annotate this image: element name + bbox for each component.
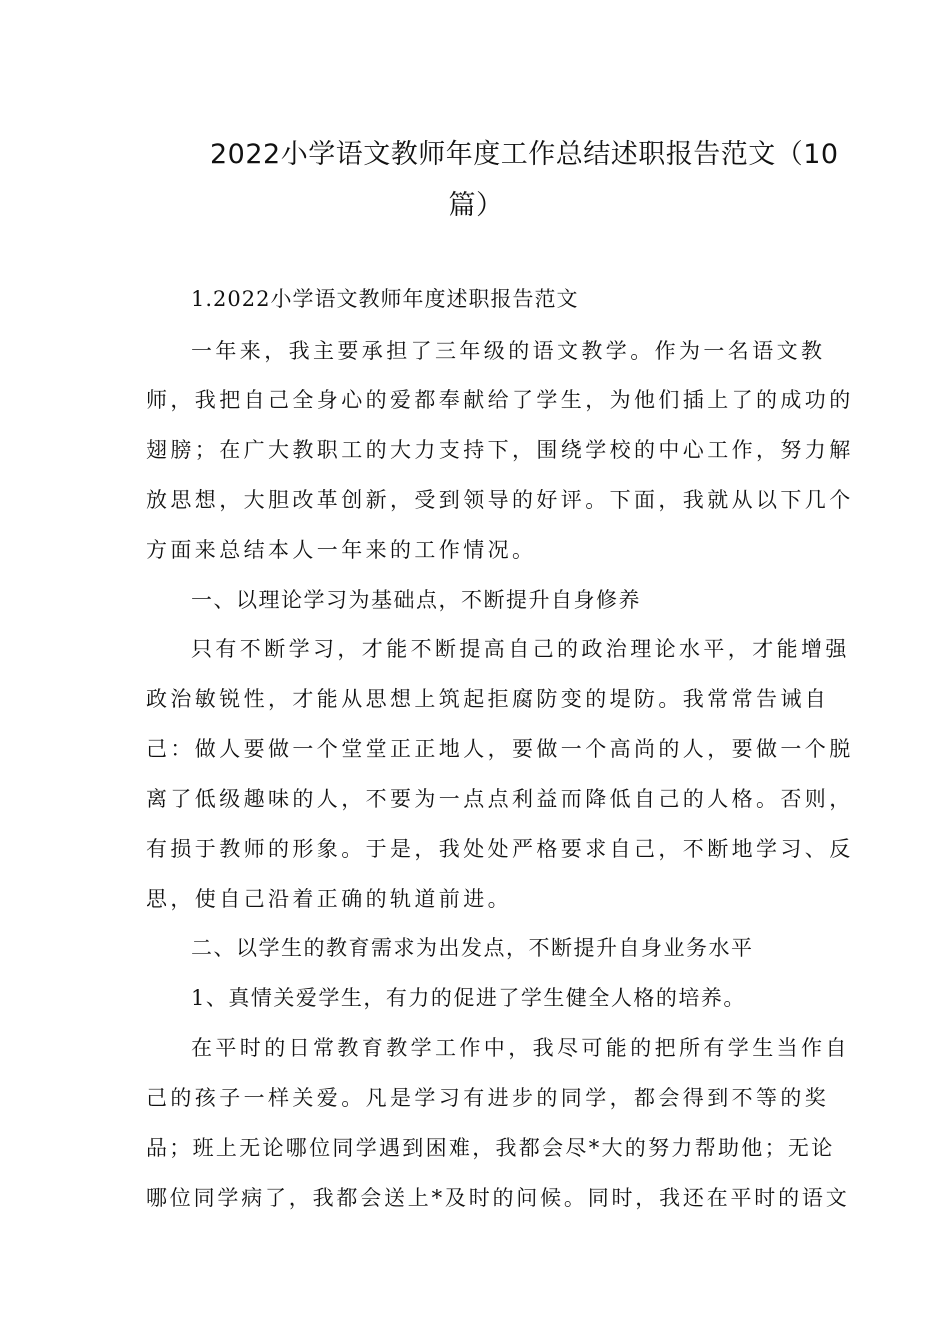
paragraph-line: 己的孩子一样关爱。凡是学习有进步的同学，都会得到不等的奖: [146, 1086, 830, 1110]
paragraph-line: 品；班上无论哪位同学遇到困难，我都会尽*大的努力帮助他；无论: [146, 1136, 835, 1160]
paragraph-line: 有损于教师的形象。于是，我处处严格要求自己，不断地学习、反: [146, 837, 854, 861]
sub-heading: 1、真情关爱学生，有力的促进了学生健全人格的培养。: [191, 986, 746, 1010]
paragraph-line: 师，我把自己全身心的爱都奉献给了学生，为他们插上了的成功的: [146, 388, 854, 412]
paragraph-line: 一年来，我主要承担了三年级的语文教学。作为一名语文教: [191, 339, 826, 363]
paragraph-line: 哪位同学病了，我都会送上*及时的问候。同时，我还在平时的语文: [146, 1186, 850, 1210]
paragraph-line: 翅膀；在广大教职工的大力支持下，围绕学校的中心工作，努力解: [146, 438, 854, 462]
paragraph-line: 在平时的日常教育教学工作中，我尽可能的把所有学生当作自: [191, 1036, 850, 1060]
section-heading: 二、以学生的教育需求为出发点，不断提升自身业务水平: [191, 936, 754, 960]
document-title-line-2: 篇）: [448, 190, 504, 221]
paragraph-line: 只有不断学习，才能不断提高自己的政治理论水平，才能增强: [191, 637, 850, 661]
section-heading: 一、以理论学习为基础点，不断提升自身修养: [191, 588, 641, 612]
paragraph-line: 政治敏锐性，才能从思想上筑起拒腐防变的堤防。我常常告诫自: [146, 687, 830, 711]
paragraph-line: 放思想，大胆改革创新，受到领导的好评。下面，我就从以下几个: [146, 488, 854, 512]
document-title-line-1: 2022小学语文教师年度工作总结述职报告范文（10: [210, 139, 839, 170]
section-heading-1: 1.2022小学语文教师年度述职报告范文: [191, 287, 579, 311]
paragraph-line: 己：做人要做一个堂堂正正地人，要做一个高尚的人，要做一个脱: [146, 737, 854, 761]
paragraph-line: 方面来总结本人一年来的工作情况。: [146, 538, 537, 562]
paragraph-line: 离了低级趣味的人，不要为一点点利益而降低自己的人格。否则，: [146, 787, 854, 811]
paragraph-line: 思，使自己沿着正确的轨道前进。: [146, 887, 512, 911]
